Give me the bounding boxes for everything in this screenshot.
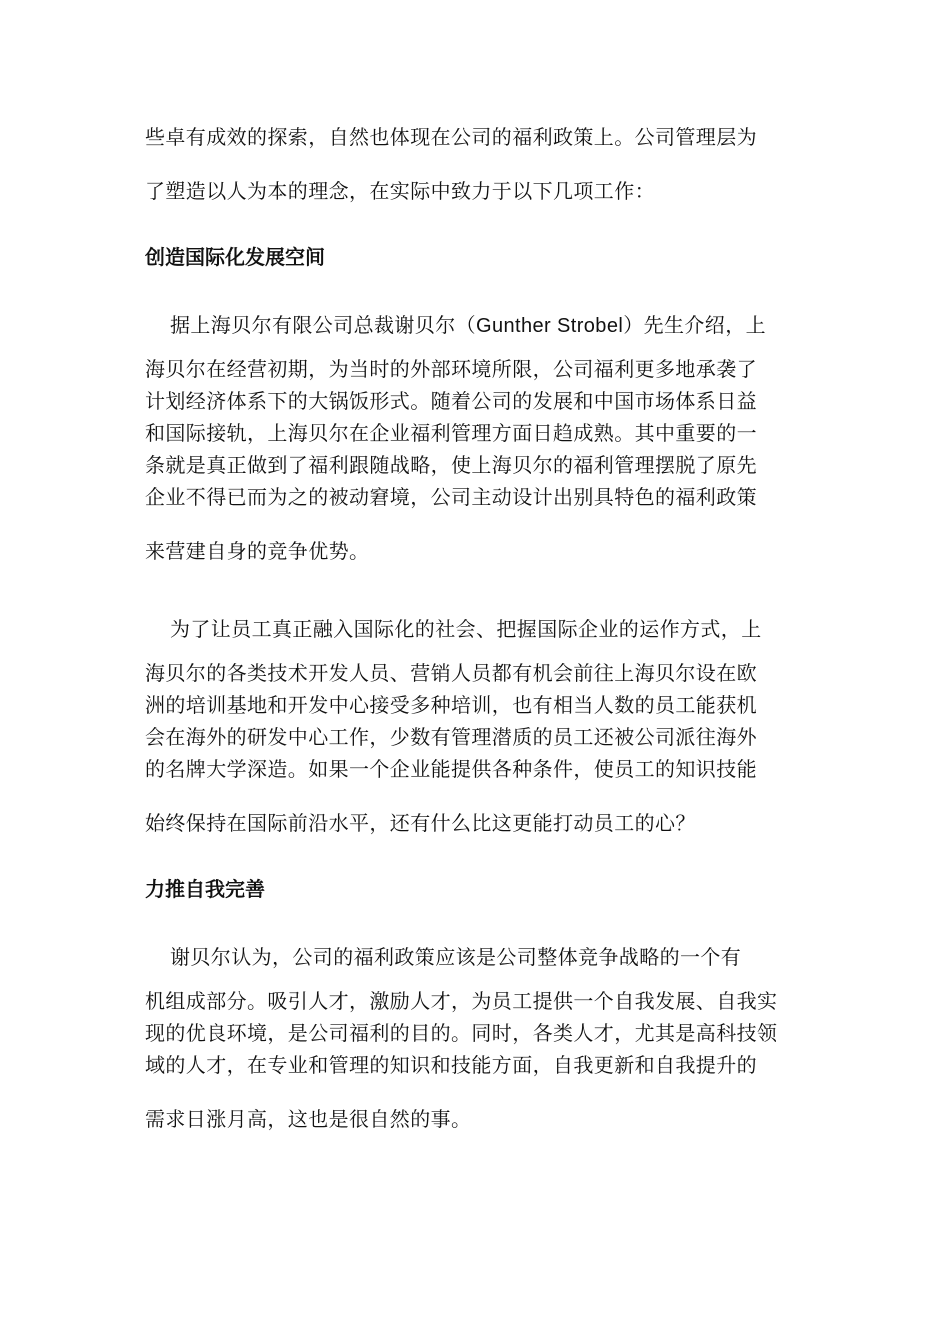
paragraph-line: 企业不得已而为之的被动窘境，公司主动设计出别具特色的福利政策 (145, 485, 757, 509)
paragraph-line: 海贝尔在经营初期，为当时的外部环境所限，公司福利更多地承袭了 (145, 357, 757, 381)
person-name: Gunther Strobel (476, 315, 624, 337)
paragraph-line (170, 312, 766, 339)
paragraph-line: 为了让员工真正融入国际化的社会、把握国际企业的运作方式，上 (170, 617, 762, 641)
intro-line-2: 了塑造以人为本的理念，在实际中致力于以下几项工作： (145, 179, 655, 203)
section-heading-international: 创造国际化发展空间 (145, 245, 325, 269)
paragraph-line: 海贝尔的各类技术开发人员、营销人员都有机会前往上海贝尔设在欧 (145, 661, 757, 685)
paragraph-line: 机组成部分。吸引人才，激励人才，为员工提供一个自我发展、自我实 (145, 989, 778, 1013)
paragraph-line: 现的优良环境，是公司福利的目的。同时，各类人才，尤其是高科技领 (145, 1021, 778, 1045)
text-span: ）先生介绍，上 (623, 313, 767, 337)
paragraph-line: 始终保持在国际前沿水平，还有什么比这更能打动员工的心？ (145, 811, 696, 835)
intro-line-1: 些卓有成效的探索，自然也体现在公司的福利政策上。公司管理层为 (145, 125, 757, 149)
text-span: 据上海贝尔有限公司总裁谢贝尔（ (170, 313, 476, 337)
section-heading-self-improvement: 力推自我完善 (145, 877, 265, 901)
paragraph-line: 条就是真正做到了福利跟随战略，使上海贝尔的福利管理摆脱了原先 (145, 453, 757, 477)
paragraph-line: 来营建自身的竞争优势。 (145, 539, 370, 563)
paragraph-line: 会在海外的研发中心工作，少数有管理潜质的员工还被公司派往海外 (145, 725, 757, 749)
paragraph-line: 洲的培训基地和开发中心接受多种培训，也有相当人数的员工能获机 (145, 693, 757, 717)
paragraph-line: 谢贝尔认为，公司的福利政策应该是公司整体竞争战略的一个有 (170, 945, 742, 969)
paragraph-line: 的名牌大学深造。如果一个企业能提供各种条件，使员工的知识技能 (145, 757, 757, 781)
paragraph-line: 计划经济体系下的大锅饭形式。随着公司的发展和中国市场体系日益 (145, 389, 757, 413)
paragraph-line: 和国际接轨，上海贝尔在企业福利管理方面日趋成熟。其中重要的一 (145, 421, 757, 445)
paragraph-line: 域的人才，在专业和管理的知识和技能方面，自我更新和自我提升的 (145, 1053, 757, 1077)
paragraph-line: 需求日涨月高，这也是很自然的事。 (145, 1107, 472, 1131)
